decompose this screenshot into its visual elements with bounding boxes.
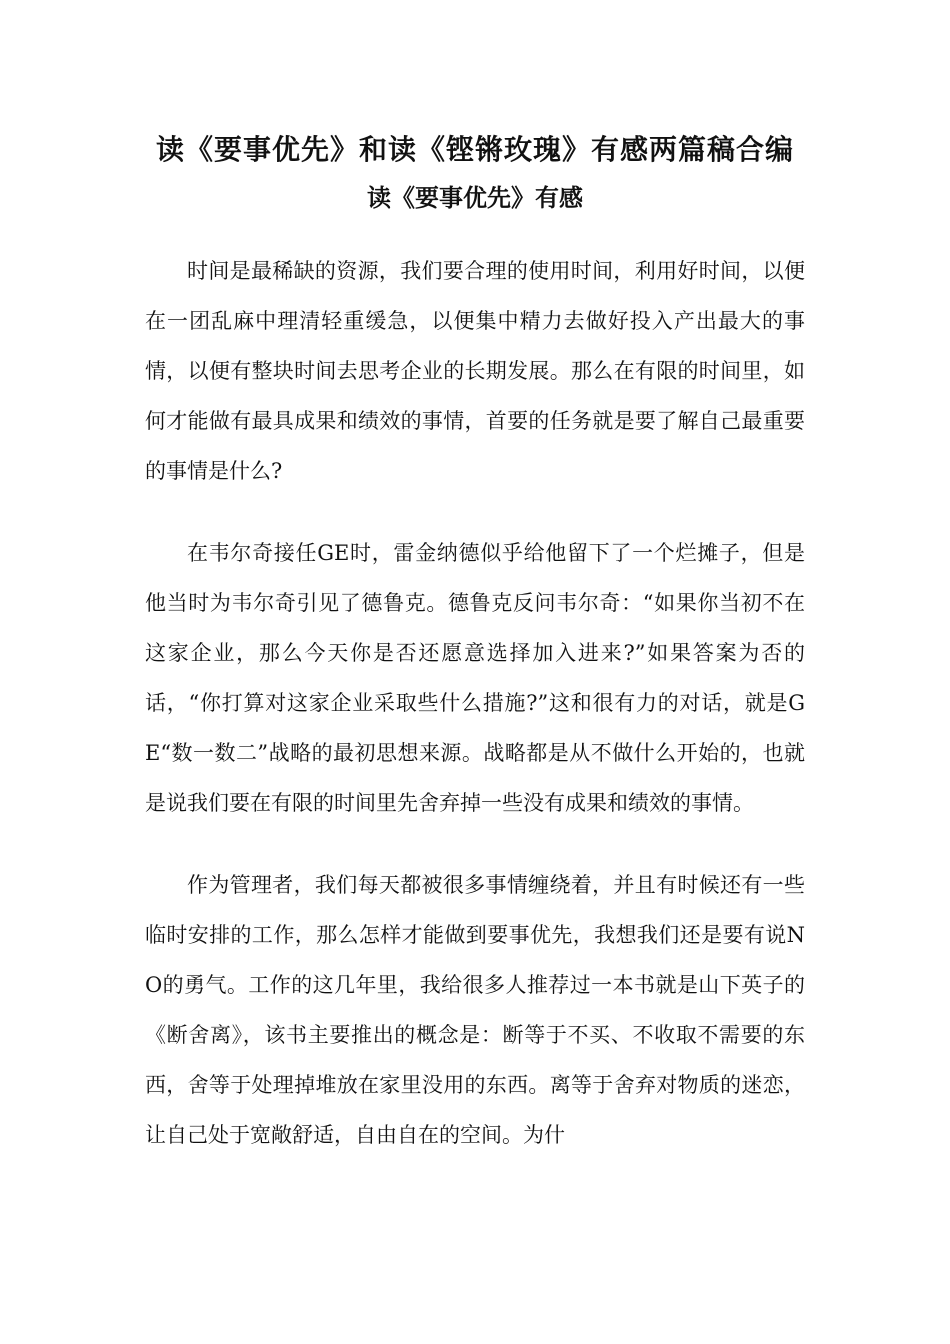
document-title: 读《要事优先》和读《铿锵玫瑰》有感两篇稿合编 (155, 133, 794, 166)
paragraph-2: 在韦尔奇接任GE时，雷金纳德似乎给他留下了一个烂摊子，但是他当时为韦尔奇引见了德鲁克。德鲁克反问韦尔奇：“如果你当初不在这家企业，那么今天你是否还愿意选择加入进来?”如果答案为否的话，“你打算对这家企业采取些什么措施?”这和很有力的对话，就是GE“数一数二”战略的最初思想来源。战略都是从不做什么开始的，也就是说我们要在有限的时间里先舍弃掉一些没有成果和绩效的事情。 (145, 541, 805, 815)
document-body (145, 246, 805, 1160)
paragraph-3: 作为管理者，我们每天都被很多事情缠绕着，并且有时候还有一些临时安排的工作，那么怎样才能做到要事优先，我想我们还是要有说NO的勇气。工作的这几年里，我给很多人推荐过一本书就是山下英子的《断舍离》，该书主要推出的概念是：断等于不买、不收取不需要的东西，舍等于处理掉堆放在家里没用的东西。离等于舍弃对物质的迷恋，让自己处于宽敞舒适，自由自在的空间。为什 (145, 873, 805, 1147)
document-subtitle: 读《要事优先》有感 (367, 184, 583, 212)
paragraph-1: 时间是最稀缺的资源，我们要合理的使用时间，利用好时间，以便在一团乱麻中理清轻重缓急，以便集中精力去做好投入产出最大的事情，以便有整块时间去思考企业的长期发展。那么在有限的时间里，如何才能做有最具成果和绩效的事情，首要的任务就是要了解自己最重要的事情是什么? (145, 259, 805, 483)
